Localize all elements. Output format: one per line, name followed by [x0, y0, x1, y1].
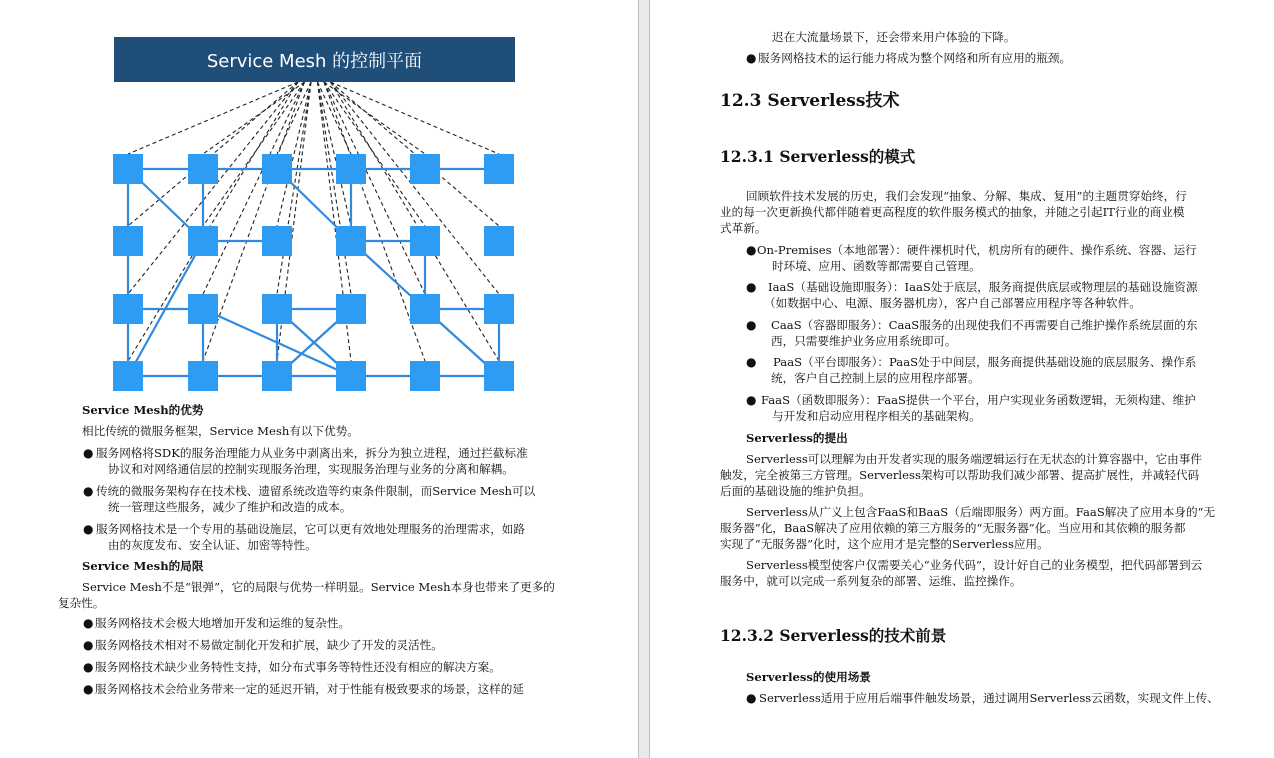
proposal-para-2-line-3: 实现了“无服务器”化时，这个应用才是完整的Serverless应用。: [720, 537, 1049, 551]
mode-faas-line-2: 与开发和启动应用程序相关的基础架构。: [772, 409, 981, 423]
limit-item-1: 服务网格技术会极大地增加开发和运维的复杂性。: [95, 616, 351, 630]
section-12-3-1-title: 12.3.1 Serverless的模式: [720, 147, 916, 166]
proposal-para-1-line-1: Serverless可以理解为由开发者实现的服务端逻辑运行在无状态的计算容器中，它由事件: [746, 452, 1202, 466]
bullet: ●: [83, 446, 94, 460]
service-proxy-node: [336, 294, 366, 324]
service-proxy-node: [484, 294, 514, 324]
limits-intro-line-1: Service Mesh不是“银弹”，它的局限与优势一样明显。Service Mesh本身也带来了更多的: [82, 580, 555, 594]
limits-heading: Service Mesh的局限: [82, 559, 204, 573]
advantage-item-1-line-1: 服务网格将SDK的服务治理能力从业务中剥离出来，拆分为独立进程，通过拦截标准: [96, 446, 528, 460]
usage-heading: Serverless的使用场景: [746, 670, 871, 684]
mode-paas-line-1: PaaS（平台即服务）：PaaS处于中间层，服务商提供基础设施的底层服务、操作系: [773, 355, 1197, 369]
control-link: [324, 82, 425, 154]
bottleneck-item: 服务网格技术的运行能力将成为整个网络和所有应用的瓶颈。: [758, 51, 1072, 65]
control-link: [331, 82, 500, 154]
service-proxy-node: [336, 154, 366, 184]
advantage-item-3-line-1: 服务网格技术是一个专用的基础设施层，它可以更有效地处理服务的治理需求，如路: [96, 522, 525, 536]
mode-para-line-2: 业的每一次更新换代都伴随着更高程度的软件服务模式的抽象，并随之引起IT行业的商业模: [720, 205, 1185, 219]
limit-item-4: 服务网格技术会给业务带来一定的延迟开销，对于性能有极致要求的场景，这样的延: [95, 682, 524, 696]
proposal-para-3-line-1: Serverless模型使客户仅需要关心“业务代码”，设计好自己的业务模型，把代码部署到云: [746, 558, 1203, 572]
proposal-para-2-line-2: 服务器”化，BaaS解决了应用依赖的第三方服务的“无服务器”化。当应用和其依赖的服务都: [720, 521, 1186, 535]
control-link: [128, 82, 298, 294]
bullet: ●: [83, 638, 94, 652]
service-proxy-node: [188, 361, 218, 391]
service-mesh-diagram: [100, 82, 530, 394]
right-page: [650, 0, 1274, 758]
service-proxy-node: [113, 361, 143, 391]
advantage-item-2-line-1: 传统的微服务架构存在技术栈、遗留系统改造等约束条件限制，而Service Mesh可以: [96, 484, 536, 498]
service-proxy-node: [113, 154, 143, 184]
mode-caas-line-1: CaaS（容器即服务）：CaaS服务的出现使我们不再需要自己维护操作系统层面的东: [771, 318, 1198, 332]
service-proxy-node: [484, 154, 514, 184]
service-proxy-node: [188, 226, 218, 256]
proposal-para-3-line-2: 服务中，就可以完成一系列复杂的部署、运维、监控操作。: [720, 574, 1022, 588]
service-proxy-node: [262, 226, 292, 256]
bullet: ●: [83, 660, 94, 674]
control-link: [203, 82, 305, 294]
service-proxy-node: [188, 294, 218, 324]
advantages-heading: Service Mesh的优势: [82, 403, 204, 417]
proposal-para-1-line-3: 后面的基础设施的维护负担。: [720, 484, 871, 498]
mode-faas-line-1: FaaS（函数即服务）：FaaS提供一个平台，用户实现业务函数逻辑，无须构建、维护: [761, 393, 1196, 407]
mode-iaas-line-2: （如数据中心、电源、服务器机房），客户自己部署应用程序等各种软件。: [764, 296, 1141, 310]
section-12-3-title: 12.3 Serverless技术: [720, 91, 900, 111]
service-proxy-node: [410, 154, 440, 184]
service-proxy-node: [484, 226, 514, 256]
bullet: ●: [746, 355, 757, 369]
mode-paas-line-2: 统，客户自己控制上层的应用程序部署。: [771, 371, 980, 385]
control-link: [331, 82, 500, 294]
mode-para-line-3: 式革新。: [720, 221, 767, 235]
bullet: ●: [83, 682, 94, 696]
bullet: ●: [746, 393, 757, 407]
limits-intro-line-2: 复杂性。: [58, 596, 105, 610]
proposal-para-2-line-1: Serverless从广义上包含FaaS和BaaS（后端即服务）两方面。FaaS解决了应用本身的“无: [746, 505, 1216, 519]
section-12-3-2-title: 12.3.2 Serverless的技术前景: [720, 626, 947, 645]
figure-title-banner: Service Mesh 的控制平面: [114, 37, 515, 82]
mode-iaas-line-1: IaaS（基础设施即服务）：IaaS处于底层，服务商提供底层或物理层的基础设施资源: [768, 280, 1198, 294]
bullet: ●: [83, 484, 94, 498]
page-gutter: [638, 0, 650, 758]
limit-item-3: 服务网格技术缺少业务特性支持，如分布式事务等特性还没有相应的解决方案。: [95, 660, 501, 674]
bullet: ●: [746, 243, 757, 257]
bullet: ●: [83, 522, 94, 536]
usage-item: Serverless适用于应用后端事件触发场景，通过调用Serverless云函数，实现文件上传、: [759, 691, 1219, 705]
service-proxy-node: [262, 361, 292, 391]
service-proxy-node: [336, 361, 366, 391]
service-proxy-node: [484, 361, 514, 391]
bullet: ●: [746, 318, 757, 332]
bullet: ●: [746, 51, 757, 65]
service-proxy-node: [410, 226, 440, 256]
service-proxy-node: [262, 154, 292, 184]
proposal-para-1-line-2: 触发，完全被第三方管理。Serverless架构可以帮助我们减少部署、提高扩展性，并减轻代码: [720, 468, 1200, 482]
control-link: [203, 82, 305, 154]
mode-onprem-line-1: On-Premises（本地部署）：硬件裸机时代，机房所有的硬件、操作系统、容器、运行: [757, 243, 1197, 257]
service-proxy-node: [113, 294, 143, 324]
advantage-item-3-line-2: 由的灰度发布、安全认证、加密等特性。: [108, 538, 317, 552]
service-proxy-node: [113, 226, 143, 256]
service-proxy-node: [410, 294, 440, 324]
mode-caas-line-2: 西，只需要维护业务应用系统即可。: [771, 334, 957, 348]
service-proxy-node: [188, 154, 218, 184]
advantages-intro: 相比传统的微服务框架，Service Mesh有以下优势。: [82, 424, 359, 438]
service-proxy-node: [262, 294, 292, 324]
proposal-heading: Serverless的提出: [746, 431, 848, 445]
service-proxy-node: [410, 361, 440, 391]
bullet: ●: [746, 691, 757, 705]
mode-onprem-line-2: 时环境、应用、函数等都需要自己管理。: [772, 259, 981, 273]
service-proxy-node: [336, 226, 366, 256]
limit-item-2: 服务网格技术相对不易做定制化开发和扩展，缺少了开发的灵活性。: [95, 638, 443, 652]
mode-para-line-1: 回顾软件技术发展的历史，我们会发现“抽象、分解、集成、复用”的主题贯穿始终，行: [746, 189, 1187, 203]
bullet: ●: [83, 616, 94, 630]
advantage-item-1-line-2: 协议和对网络通信层的控制实现服务治理，实现服务治理与业务的分离和解耦。: [108, 462, 514, 476]
bullet: ●: [746, 280, 757, 294]
continued-line: 迟在大流量场景下，还会带来用户体验的下降。: [772, 30, 1016, 44]
control-link: [128, 82, 298, 154]
advantage-item-2-line-2: 统一管理这些服务，减少了维护和改造的成本。: [108, 500, 352, 514]
